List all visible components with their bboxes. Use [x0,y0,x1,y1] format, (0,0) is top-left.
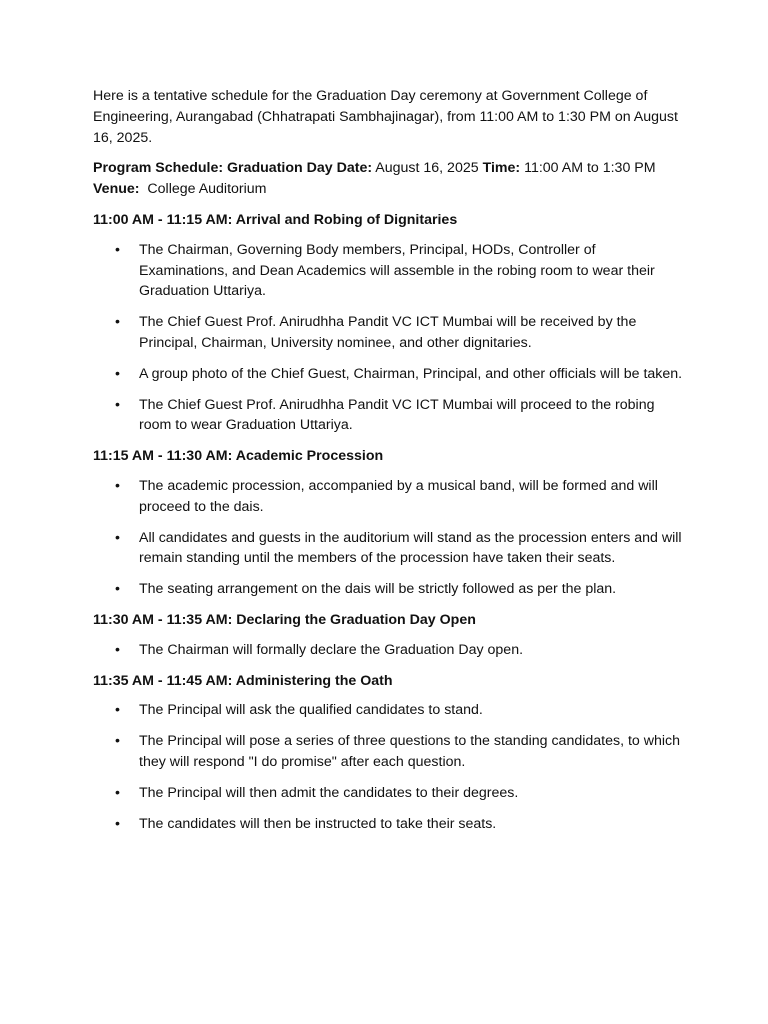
list-item-text: The candidates will then be instructed to take their seats. [139,815,497,832]
venue-value: College Auditorium [147,181,267,198]
date-label: Date: [336,160,373,177]
bullet-icon: • [115,784,120,801]
intro-paragraph: Here is a tentative schedule for the Graduation Day ceremony at Government College of Engineering, Aurangabad (Chhatrapati Sambhajinagar), from 11:00 AM to 1:30 PM on August 16, 2025. [93,88,678,146]
list-item [93,731,683,773]
list-item [93,312,683,354]
list-item-text: The academic procession, accompanied by a musical band, will be formed and will proceed to the dais. [139,477,658,515]
bullet-list [93,700,683,834]
program-schedule-label: Program Schedule: Graduation Day [93,160,333,177]
list-item [93,814,683,835]
list-item-text: The Chairman will formally declare the Graduation Day open. [139,641,524,658]
bullet-list [93,640,683,661]
list-item-text: The Principal will pose a series of three questions to the standing candidates, to which they will respond "I do promise" after each question. [139,733,681,770]
list-item [93,783,683,804]
bullet-icon: • [115,733,120,750]
list-item-text: A group photo of the Chief Guest, Chairman, Principal, and other officials will be taken. [139,365,683,382]
bullet-icon: • [115,702,120,719]
list-item-text: The Chairman, Governing Body members, Principal, HODs, Controller of Examinations, and Dean Academics will assemble in the robing room to wear their Graduation Uttariya. [139,241,655,300]
list-item-text: All candidates and guests in the auditorium will stand as the procession enters and will remain standing until the members of the procession have taken their seats. [139,529,682,567]
list-item [93,640,683,661]
list-item [93,579,683,600]
list-item-text: The Principal will then admit the candidates to their degrees. [139,784,519,801]
list-item [93,528,683,570]
bullet-icon: • [115,815,120,832]
list-item [93,395,683,437]
document-page [93,86,683,844]
list-item [93,240,683,302]
date-value: August 16, 2025 [375,160,479,177]
section-heading: 11:15 AM - 11:30 AM: Academic Procession [93,448,384,465]
bullet-icon: • [115,529,120,546]
bullet-list [93,240,683,436]
bullet-icon: • [115,581,120,598]
bullet-icon: • [115,641,120,658]
bullet-list [93,476,683,600]
bullet-icon: • [115,314,120,331]
venue-label: Venue: [93,181,140,198]
list-item [93,476,683,518]
list-item [93,364,683,385]
list-item-text: The Chief Guest Prof. Anirudhha Pandit VC ICT Mumbai will proceed to the robing room to wear Graduation Uttariya. [139,396,655,434]
bullet-icon: • [115,241,120,258]
section-heading: 11:35 AM - 11:45 AM: Administering the Oath [93,672,393,689]
time-label: Time: [482,160,521,177]
list-item-text: The seating arrangement on the dais will be strictly followed as per the plan. [139,581,617,598]
bullet-icon: • [115,365,120,382]
program-details [93,158,683,200]
section-heading: 11:00 AM - 11:15 AM: Arrival and Robing of Dignitaries [93,211,458,228]
bullet-icon: • [115,396,120,413]
list-item-text: The Principal will ask the qualified candidates to stand. [139,702,483,719]
time-value: 11:00 AM to 1:30 PM [524,160,656,177]
bullet-icon: • [115,477,120,494]
section-heading: 11:30 AM - 11:35 AM: Declaring the Graduation Day Open [93,611,476,628]
schedule-sections [93,210,683,834]
list-item-text: The Chief Guest Prof. Anirudhha Pandit VC ICT Mumbai will be received by the Principal, Chairman, University nominee, and other dignitaries. [139,314,637,351]
list-item [93,700,683,721]
